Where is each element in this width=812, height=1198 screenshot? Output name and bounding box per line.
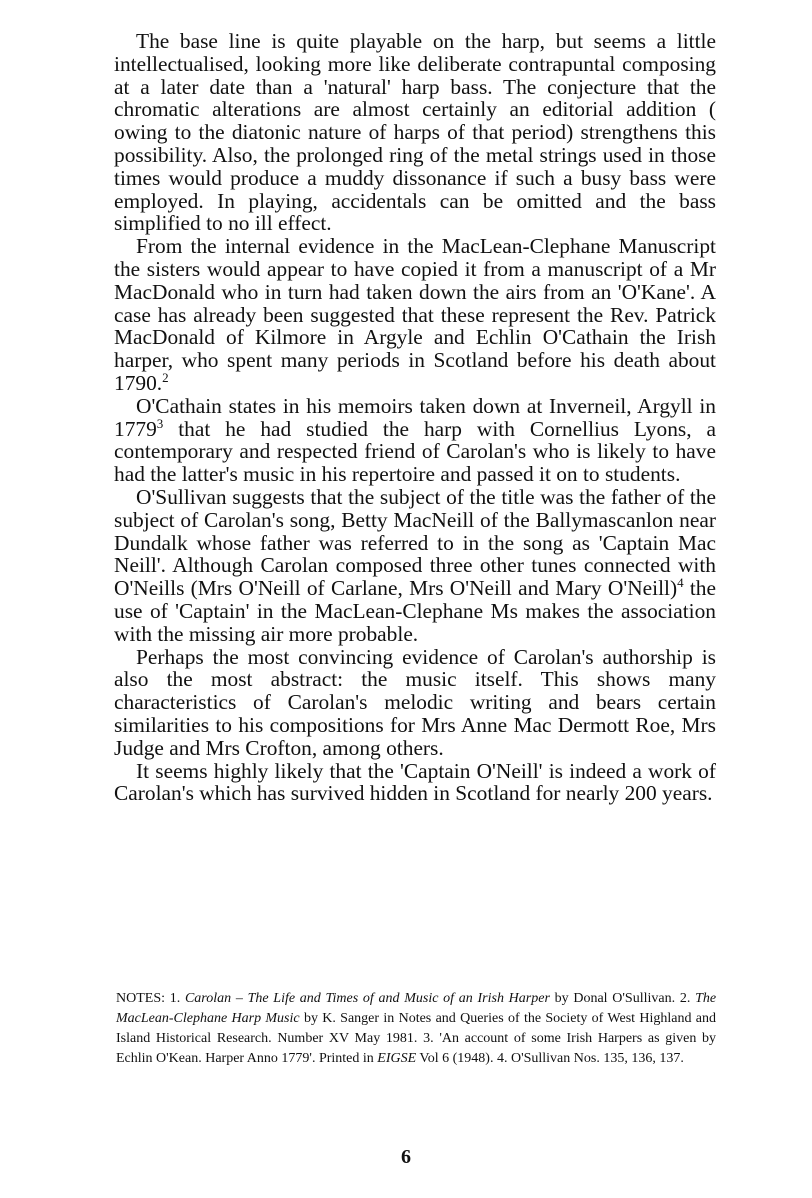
footnote-ref-3: 3 xyxy=(156,415,164,431)
note-1-number: 1. xyxy=(169,991,181,1006)
paragraph-text: O'Cathain states in his memoirs taken down at Inverneil, Argyll in 1779 xyxy=(114,393,716,441)
paragraph-osullivan-suggests xyxy=(114,486,716,646)
main-body-text xyxy=(114,30,716,805)
footnote-ref-4: 4 xyxy=(677,575,684,591)
paragraph-authorship-evidence xyxy=(114,646,716,760)
paragraph-text: that he had studied the harp with Cornellius Lyons, a contemporary and respected friend of Carolan's who is likely to have had the latter's music in his repertoire and passed it on to students. xyxy=(114,416,716,487)
note-2-title: The MacLean-Clephane Harp Music xyxy=(116,991,717,1026)
footnote-ref-2: 2 xyxy=(162,369,169,385)
note-1-title: Carolan – The Life and Times of and Music of an Irish Harper xyxy=(184,991,550,1006)
note-2-text: by K. Sanger in Notes and Queries of the Society of West Highland and Island Historical Research. Number XV May 1981. xyxy=(116,1011,717,1046)
paragraph-bass-line xyxy=(114,30,716,235)
note-2-number: 2. xyxy=(679,991,691,1006)
note-3-rest: Vol 6 (1948). xyxy=(419,1051,494,1066)
paragraph-text: It seems highly likely that the 'Captain O'Neill' is indeed a work of Carolan's which has survived hidden in Scotland for nearly 200 years. xyxy=(114,758,716,806)
paragraph-ocathain-memoirs xyxy=(114,395,716,486)
paragraph-conclusion xyxy=(114,760,716,806)
paragraph-text: the use of 'Captain' in the MacLean-Clephane Ms makes the association with the missing air more probable. xyxy=(114,576,716,646)
note-4-text: O'Sullivan Nos. 135, 136, 137. xyxy=(510,1051,684,1066)
page-number: 6 xyxy=(401,1146,411,1168)
notes-label: NOTES: xyxy=(116,991,165,1006)
paragraph-text: The base line is quite playable on the harp, but seems a little intellectualised, looking more like deliberate contrapuntal composing at a later date than a 'natural' harp bass. The conjecture that the chromatic alterations are almost certainly an editorial addition ( owing to the diatonic nature of harps of that period) strengthens this possibility. Also, the prolonged ring of the metal strings used in those times would produce a muddy dissonance if such a busy bass were employed. In playing, accidentals can be omitted and the bass simplified to no ill effect. xyxy=(114,29,716,236)
paragraph-text: Perhaps the most convincing evidence of Carolan's authorship is also the most abstract: the music itself. This shows many characteristics of Carolan's melodic writing and bears certain similarities to his compositions for Mrs Anne Mac Dermott Roe, Mrs Judge and Mrs Crofton, among others. xyxy=(114,644,716,760)
note-3-number: 3. xyxy=(423,1031,434,1046)
note-3-text: 'An account of some Irish Harpers as given by Echlin O'Kean. Harper Anno 1779'. Printed in xyxy=(116,1031,717,1066)
paragraph-text: O'Sullivan suggests that the subject of the title was the father of the subject of Carolan's song, Betty MacNeill of the Ballymascanlon near Dundalk whose father was referred to in the song as 'Captain Mac Neill'. Although Carolan composed three other tunes connected with O'Neills (Mrs O'Neill of Carlane, Mrs O'Neill and Mary O'Neill) xyxy=(114,484,716,601)
paragraph-internal-evidence xyxy=(114,235,716,395)
note-4-number: 4. xyxy=(496,1051,508,1066)
note-3-journal: EIGSE xyxy=(377,1051,417,1066)
footnotes xyxy=(116,989,716,1069)
paragraph-text: From the internal evidence in the MacLean-Clephane Manuscript the sisters would appear to have copied it from a manuscript of a Mr MacDonald who in turn had taken down the airs from an 'O'Kane'. A case has already been suggested that these represent the Rev. Patrick MacDonald of Kilmore in Argyle and Echlin O'Cathain the Irish harper, who spent many periods in Scotland before his death about 1790. xyxy=(114,234,716,395)
note-1-text: by Donal O'Sullivan. xyxy=(554,991,676,1006)
